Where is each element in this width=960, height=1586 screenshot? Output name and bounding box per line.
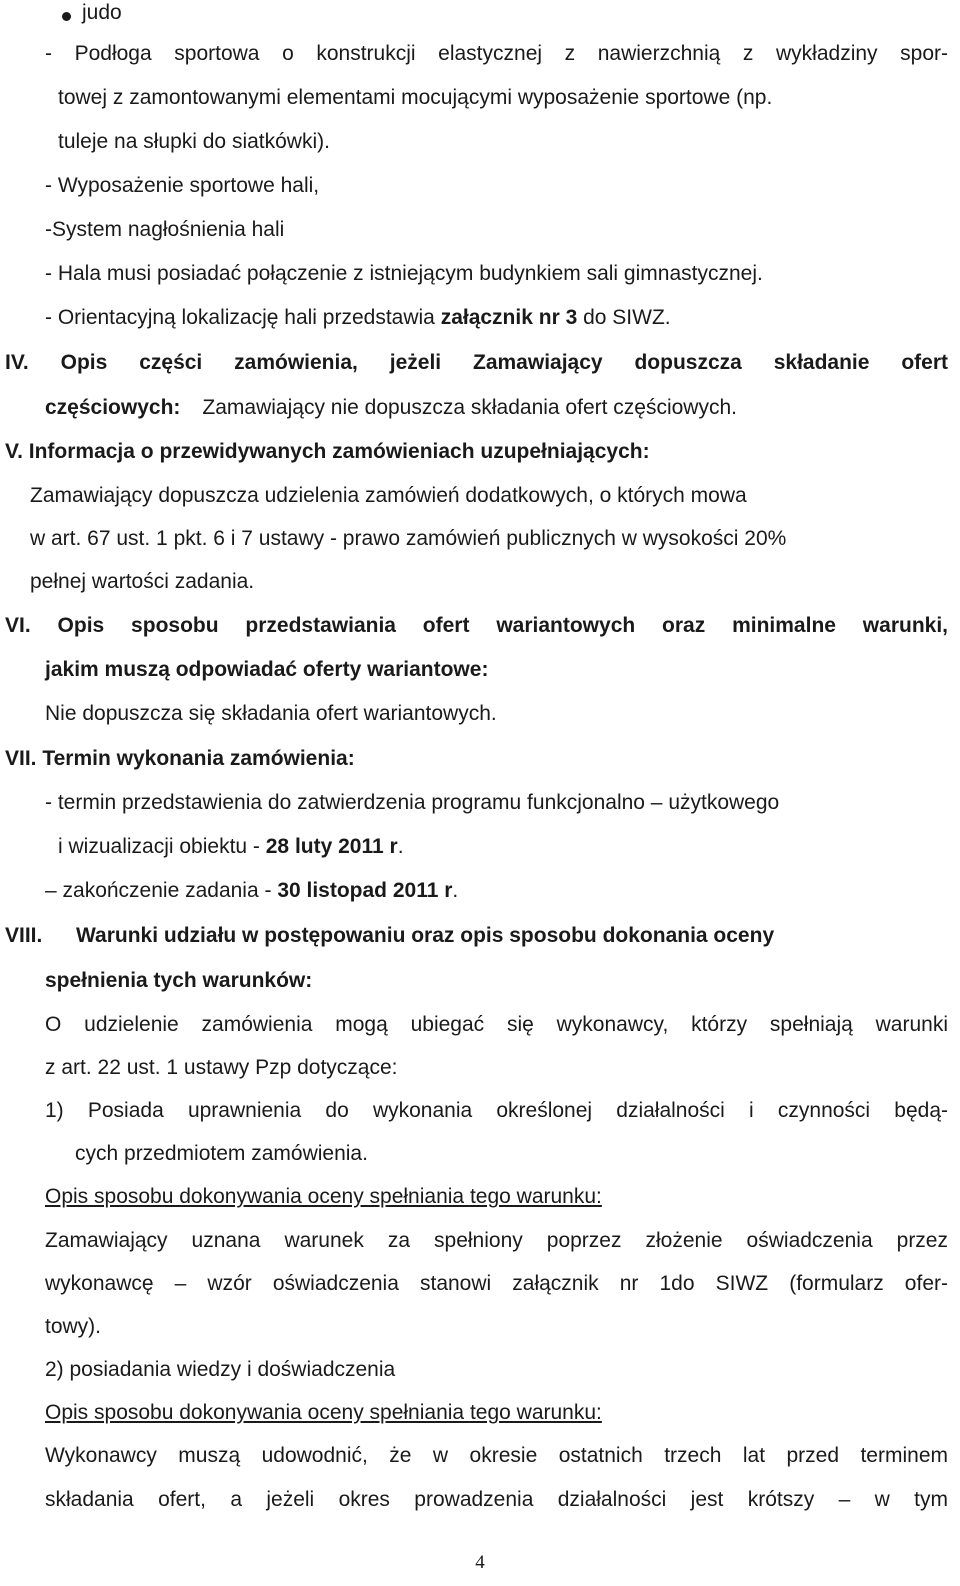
text-line: w art. 67 ust. 1 pkt. 6 i 7 ustawy - prawo zamówień publicznych w wysokości 20% — [30, 527, 787, 550]
section-heading: spełnienia tych warunków: — [45, 969, 313, 992]
bullet-icon — [62, 12, 71, 21]
section-heading: jakim muszą odpowiadać oferty wariantowe: — [45, 658, 489, 681]
text-span: do SIWZ. — [577, 306, 671, 329]
bold-span: 30 listopad 2011 r — [277, 879, 453, 902]
text-line — [58, 834, 404, 860]
text-line: z art. 22 ust. 1 ustawy Pzp dotyczące: — [45, 1056, 398, 1079]
text-span: . — [452, 879, 459, 902]
text-line: cych przedmiotem zamówienia. — [75, 1142, 368, 1165]
text-line: 2) posiadania wiedzy i doświadczenia — [45, 1358, 396, 1381]
text-span: i wizualizacji obiektu - — [58, 835, 266, 858]
underlined-line: Opis sposobu dokonywania oceny spełniania tego warunku: — [45, 1185, 602, 1208]
text-line — [45, 395, 737, 421]
text-line: -System nagłośnienia hali — [45, 218, 285, 241]
section-heading: VI. Opis sposobu przedstawiania ofert wariantowych oraz minimalne warunki, — [5, 614, 948, 637]
text-line: składania ofert, a jeżeli okres prowadzenia działalności jest krótszy – w tym — [45, 1488, 948, 1511]
text-line: Nie dopuszcza się składania ofert wariantowych. — [45, 702, 497, 725]
text-line: - Wyposażenie sportowe hali, — [45, 174, 320, 197]
text-line: 1) Posiada uprawnienia do wykonania określonej działalności i czynności będą- — [45, 1099, 948, 1122]
bold-span: 28 luty 2011 r — [265, 835, 398, 858]
bold-span: częściowych: — [45, 396, 181, 419]
text-span: . — [397, 835, 404, 858]
text-line — [45, 305, 671, 331]
text-line: - termin przedstawienia do zatwierdzenia programu funkcjonalno – użytkowego — [45, 791, 780, 814]
text-line: judo — [82, 1, 122, 24]
section-heading: Warunki udziału w postępowaniu oraz opis sposobu dokonania oceny — [76, 924, 775, 947]
text-line: Zamawiający uznana warunek za spełniony poprzez złożenie oświadczenia przez — [45, 1229, 948, 1252]
text-line — [45, 878, 458, 904]
text-line: wykonawcę – wzór oświadczenia stanowi załącznik nr 1do SIWZ (formularz ofer- — [45, 1272, 948, 1295]
text-line: Zamawiający dopuszcza udzielenia zamówień dodatkowych, o których mowa — [30, 484, 747, 507]
text-span: – zakończenie zadania - — [45, 879, 278, 902]
text-line: - Podłoga sportowa o konstrukcji elastycznej z nawierzchnią z wykładziny spor- — [45, 42, 948, 65]
text-line: towej z zamontowanymi elementami mocującymi wyposażenie sportowe (np. — [58, 86, 773, 109]
text-line: O udzielenie zamówienia mogą ubiegać się wykonawcy, którzy spełniają warunki — [45, 1013, 948, 1036]
section-number: VIII. — [5, 924, 43, 947]
bold-span: załącznik nr 3 — [440, 306, 578, 329]
section-heading: VII. Termin wykonania zamówienia: — [5, 747, 355, 770]
text-line: towy). — [45, 1315, 102, 1338]
section-heading: V. Informacja o przewidywanych zamówieniach uzupełniających: — [5, 440, 650, 463]
text-line: - Hala musi posiadać połączenie z istniejącym budynkiem sali gimnastycznej. — [45, 262, 763, 285]
underlined-line: Opis sposobu dokonywania oceny spełniania tego warunku: — [45, 1401, 602, 1424]
text-line: tuleje na słupki do siatkówki). — [58, 130, 330, 153]
text-span: - Orientacyjną lokalizację hali przedstawia — [45, 306, 441, 329]
text-span: Zamawiający nie dopuszcza składania ofert częściowych. — [202, 396, 737, 419]
text-line: pełnej wartości zadania. — [30, 570, 255, 593]
text-line: Wykonawcy muszą udowodnić, że w okresie ostatnich trzech lat przed terminem — [45, 1444, 948, 1467]
section-heading: IV. Opis części zamówienia, jeżeli Zamawiający dopuszcza składanie ofert — [5, 351, 948, 374]
page-number: 4 — [475, 1552, 485, 1573]
